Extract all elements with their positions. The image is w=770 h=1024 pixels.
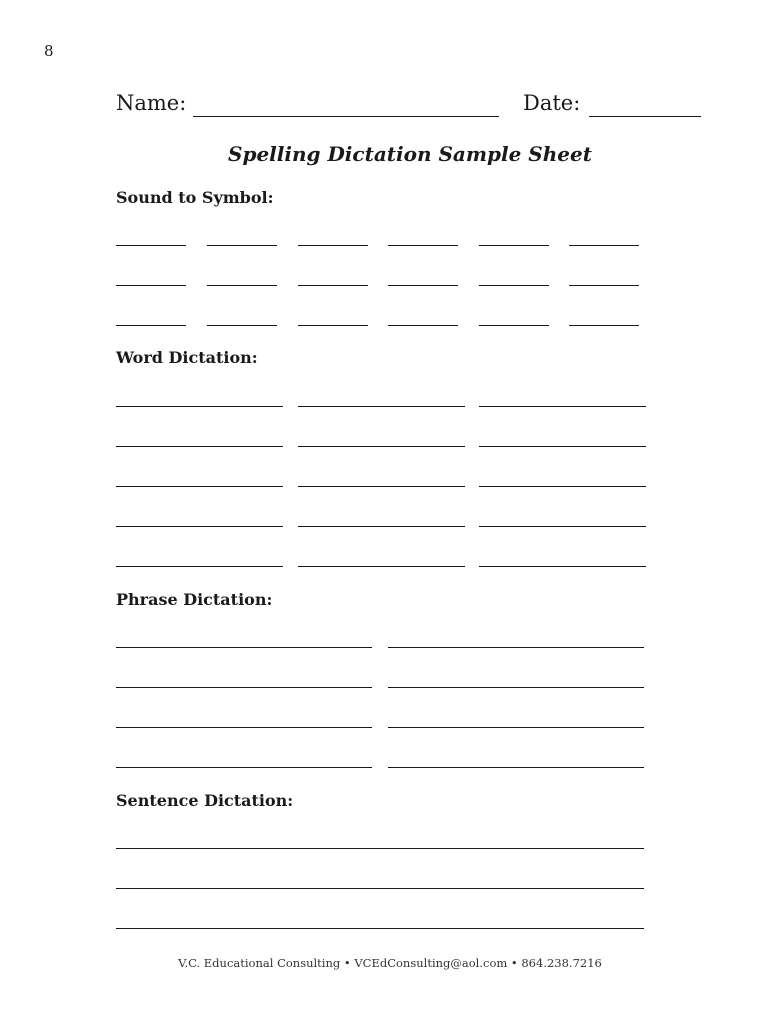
word-answer-line[interactable]: [298, 486, 465, 487]
phrase-answer-line[interactable]: [116, 727, 372, 728]
word-answer-line[interactable]: [116, 566, 283, 567]
sound-answer-line[interactable]: [298, 245, 368, 246]
sound-answer-line[interactable]: [388, 245, 458, 246]
word-answer-line[interactable]: [298, 566, 465, 567]
word-answer-line[interactable]: [479, 446, 646, 447]
phrase-answer-line[interactable]: [388, 687, 644, 688]
sound-answer-line[interactable]: [479, 245, 549, 246]
name-field-line[interactable]: [193, 116, 499, 117]
word-answer-line[interactable]: [116, 526, 283, 527]
word-answer-line[interactable]: [116, 486, 283, 487]
word-answer-line[interactable]: [479, 406, 646, 407]
sound-answer-line[interactable]: [298, 325, 368, 326]
name-label: Name:: [116, 91, 187, 115]
phrase-dictation-heading: Phrase Dictation:: [116, 590, 273, 609]
sound-answer-line[interactable]: [207, 245, 277, 246]
word-answer-line[interactable]: [479, 526, 646, 527]
phrase-answer-line[interactable]: [116, 647, 372, 648]
sentence-dictation-heading: Sentence Dictation:: [116, 791, 294, 810]
sound-answer-line[interactable]: [207, 285, 277, 286]
word-answer-line[interactable]: [116, 406, 283, 407]
sound-answer-line[interactable]: [116, 245, 186, 246]
sound-answer-line[interactable]: [479, 285, 549, 286]
phrase-answer-line[interactable]: [116, 767, 372, 768]
sound-to-symbol-heading: Sound to Symbol:: [116, 188, 274, 207]
sentence-answer-line[interactable]: [116, 928, 644, 929]
phrase-answer-line[interactable]: [116, 687, 372, 688]
word-answer-line[interactable]: [298, 446, 465, 447]
sound-answer-line[interactable]: [207, 325, 277, 326]
sentence-answer-line[interactable]: [116, 848, 644, 849]
word-answer-line[interactable]: [298, 526, 465, 527]
page-title: Spelling Dictation Sample Sheet: [228, 142, 592, 166]
phrase-answer-line[interactable]: [388, 767, 644, 768]
word-dictation-heading: Word Dictation:: [116, 348, 258, 367]
sound-answer-line[interactable]: [388, 325, 458, 326]
word-answer-line[interactable]: [479, 486, 646, 487]
sentence-answer-line[interactable]: [116, 888, 644, 889]
date-field-line[interactable]: [589, 116, 701, 117]
sound-answer-line[interactable]: [298, 285, 368, 286]
phrase-answer-line[interactable]: [388, 647, 644, 648]
sound-answer-line[interactable]: [569, 245, 639, 246]
sound-answer-line[interactable]: [569, 285, 639, 286]
word-answer-line[interactable]: [116, 446, 283, 447]
page-number: 8: [44, 42, 54, 60]
footer-contact: V.C. Educational Consulting • VCEdConsulting@aol.com • 864.238.7216: [178, 956, 602, 970]
date-label: Date:: [523, 91, 581, 115]
sound-answer-line[interactable]: [116, 325, 186, 326]
word-answer-line[interactable]: [479, 566, 646, 567]
sound-answer-line[interactable]: [569, 325, 639, 326]
sound-answer-line[interactable]: [116, 285, 186, 286]
sound-answer-line[interactable]: [388, 285, 458, 286]
phrase-answer-line[interactable]: [388, 727, 644, 728]
sound-answer-line[interactable]: [479, 325, 549, 326]
word-answer-line[interactable]: [298, 406, 465, 407]
